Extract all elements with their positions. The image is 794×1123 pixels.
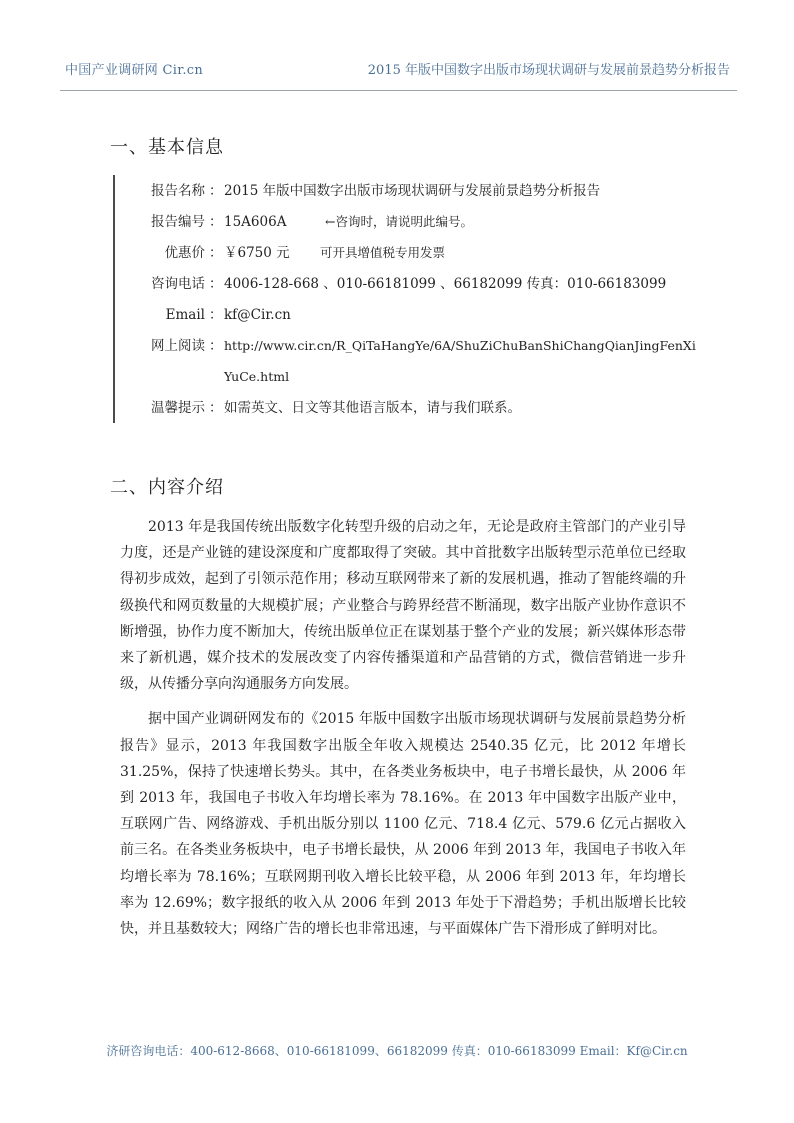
info-label: 网上阅读: [151, 338, 205, 354]
header-site-name: 中国产业调研网 Cir.cn: [65, 63, 204, 78]
info-separator: ：: [209, 338, 223, 354]
info-value: 2015 年版中国数字出版市场现状调研与发展前景趋势分析报告: [224, 183, 601, 199]
content-body: [120, 514, 686, 942]
info-separator: ：: [209, 276, 223, 292]
info-separator: ：: [209, 214, 223, 230]
section-title-basic-info: 一、基本信息: [110, 137, 224, 158]
info-note: 可开具增值税专用发票: [320, 245, 446, 260]
content-paragraph: 2013 年是我国传统出版数字化转型升级的启动之年，无论是政府主管部门的产业引导力度，还是产业链的建设深度和广度都取得了突破。其中首批数字出版转型示范单位已经取得初步成效，起到了引领示范作用；移动互联网带来了新的发展机遇，推动了智能终端的升级换代和网页数量的大规模扩展；产业整合与跨界经营不断涌现，数字出版产业协作意识不断增强，协作力度不断加大，传统出版单位正在谋划基于整个产业的发展；新兴媒体形态带来了新机遇，媒介技术的发展改变了内容传播渠道和产品营销的方式，微信营销进一步升级，从传播分享向沟通服务方向发展。: [120, 519, 686, 693]
info-label: 优惠价: [164, 245, 205, 261]
info-separator: ：: [209, 245, 223, 261]
info-label: 报告编号: [151, 214, 205, 230]
header-report-title: 2015 年版中国数字出版市场现状调研与发展前景趋势分析报告: [367, 63, 730, 78]
info-value: 4006-128-668 、010-66181099 、66182099 传真：010-66183099: [224, 276, 667, 292]
info-label: 温馨提示: [151, 400, 205, 416]
header-divider: [60, 90, 737, 91]
info-separator: ：: [209, 307, 223, 323]
info-label: 咨询电话: [151, 276, 205, 292]
info-value-url-link[interactable]: YuCe.html: [224, 369, 290, 384]
info-value-email[interactable]: kf@Cir.cn: [224, 307, 291, 323]
info-note: ←咨询时，请说明此编号。: [325, 214, 473, 229]
page-footer-contact: 济研咨询电话：400-612-8668、010-66181099、66182099 传真：010-66183099 Email：Kf@Cir.cn: [106, 1044, 688, 1058]
section-title-content-intro: 二、内容介绍: [110, 477, 224, 498]
info-separator: ：: [209, 183, 223, 199]
info-value: ￥6750 元: [224, 245, 290, 261]
info-separator: ：: [209, 400, 223, 416]
info-value: 如需英文、日文等其他语言版本，请与我们联系。: [224, 400, 521, 416]
basic-info-box: [113, 175, 695, 423]
content-paragraph: 据中国产业调研网发布的《2015 年版中国数字出版市场现状调研与发展前景趋势分析报告》显示，2013 年我国数字出版全年收入规模达 2540.35 亿元，比 2012 年增长 31.25%，保持了快速增长势头。其中，在各类业务板块中，电子书增长最快，从 2006 年到 2013 年，我国电子书收入年均增长率为 78.16%。在 2013 年中国数字出版产业中，互联网广告、网络游戏、手机出版分别以 1100 亿元、718.4 亿元、579.6 亿元占据收入前三名。在各类业务板块中，电子书增长最快，从 2006 年到 2013 年，我国电子书收入年均增长率为 78.16%；互联网期刊收入增长比较平稳，从 2006 年到 2013 年，年均增长率为 12.69%；数字报纸的收入从 2006 年到 2013 年处于下滑趋势；手机出版增长比较快，并且基数较大；网络广告的增长也非常迅速，与平面媒体广告下滑形成了鲜明对比。: [120, 711, 686, 938]
page-header: [0, 0, 794, 92]
info-label: Email: [165, 307, 205, 323]
info-value: 15A606A: [224, 214, 287, 230]
info-value-url-link[interactable]: http://www.cir.cn/R_QiTaHangYe/6A/ShuZiChuBanShiChangQianJingFenXi: [224, 338, 696, 353]
info-label: 报告名称: [151, 183, 205, 199]
